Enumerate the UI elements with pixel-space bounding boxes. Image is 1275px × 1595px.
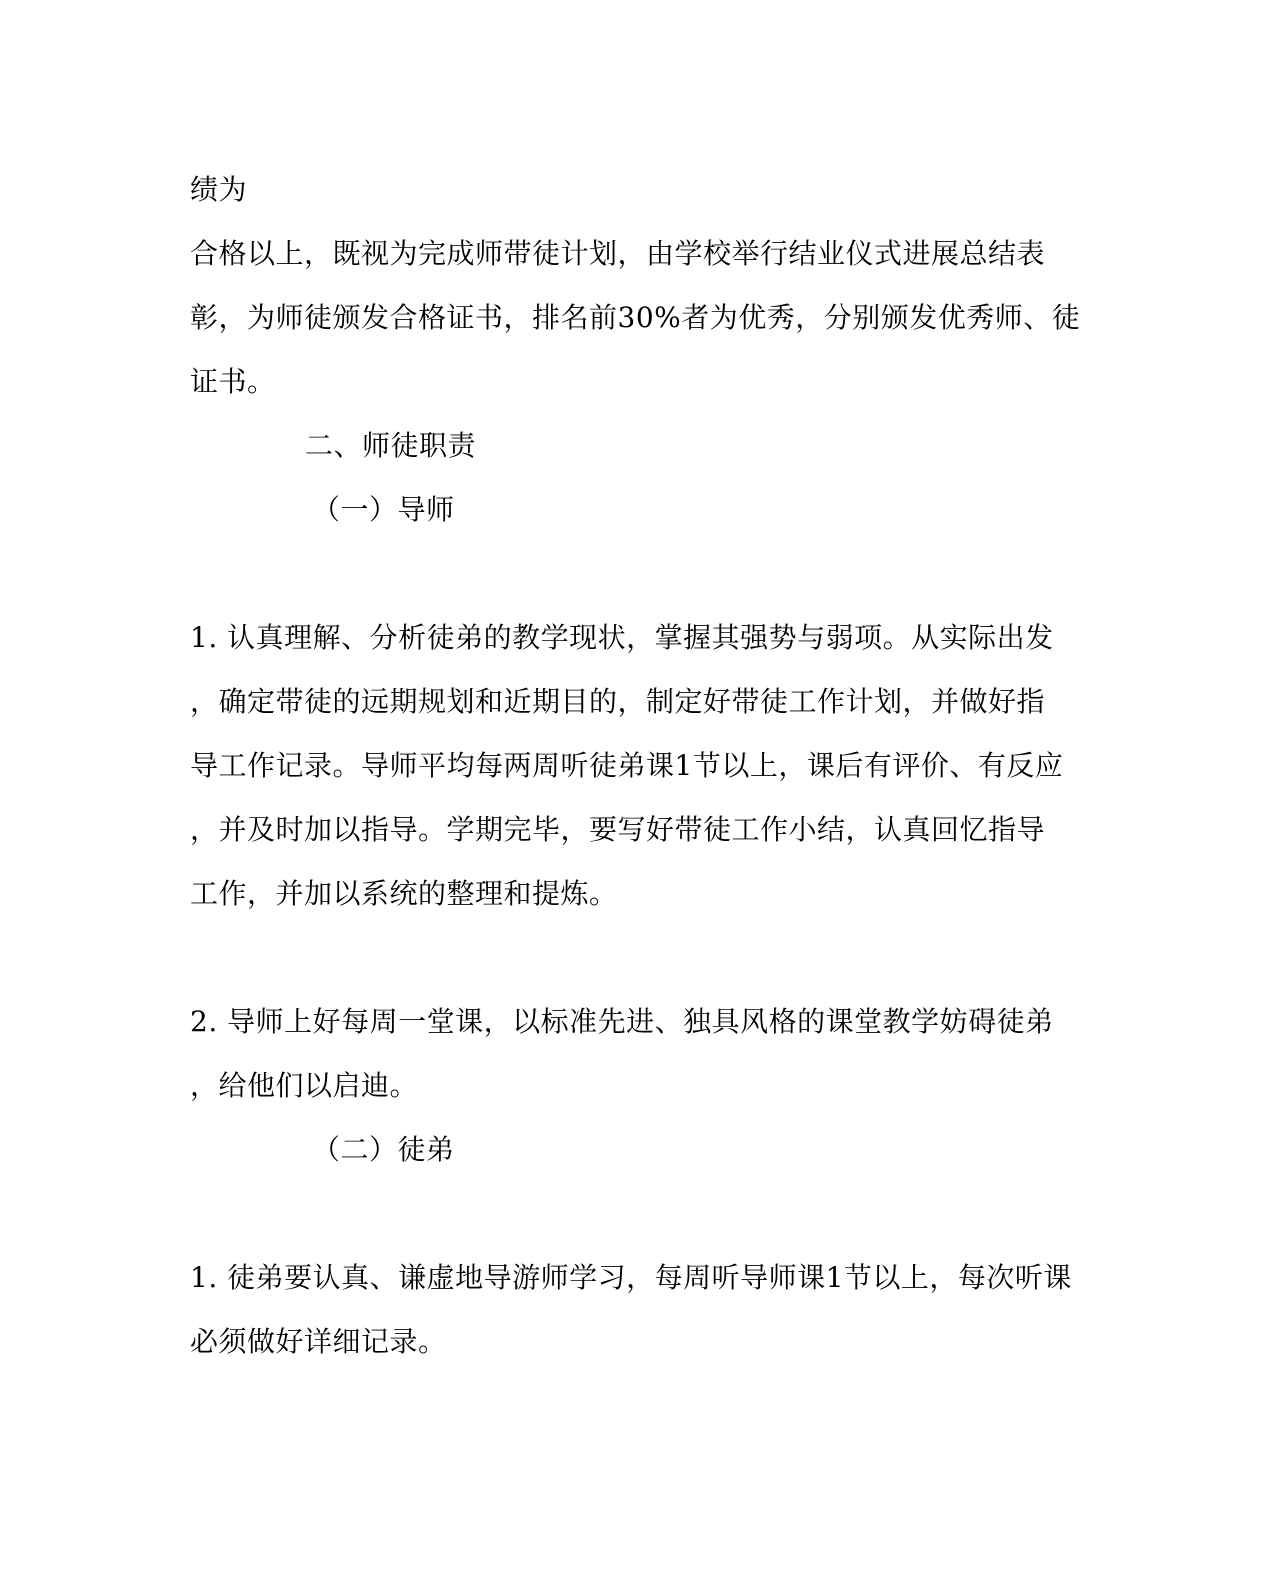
text-line: 证书。	[190, 365, 276, 398]
text-line: 1. 徒弟要认真、谦虚地导游师学习，每周听导师课1节以上，每次听课	[190, 1261, 1072, 1294]
text-line: ，给他们以启迪。	[190, 1069, 419, 1102]
text-line: 绩为	[190, 173, 248, 206]
text-line: 导工作记录。导师平均每两周听徒弟课1节以上，课后有评价、有反应	[190, 749, 1064, 782]
text-line: 彰，为师徒颁发合格证书，排名前30%者为优秀，分别颁发优秀师、徒	[190, 301, 1081, 334]
text-line: 1. 认真理解、分析徒弟的教学现状，掌握其强势与弱项。从实际出发	[190, 621, 1054, 654]
text-line: ，确定带徒的远期规划和近期目的，制定好带徒工作计划，并做好指	[190, 685, 1046, 718]
text-line: ，并及时加以指导。学期完毕，要写好带徒工作小结，认真回忆指导	[190, 813, 1046, 846]
section-heading: 二、师徒职责	[305, 429, 477, 462]
subsection-heading: （一）导师	[312, 493, 455, 526]
text-line: 2. 导师上好每周一堂课，以标准先进、独具风格的课堂教学妨碍徒弟	[190, 1005, 1054, 1038]
subsection-heading: （二）徒弟	[312, 1133, 455, 1166]
text-line: 工作，并加以系统的整理和提炼。	[190, 877, 618, 910]
text-line: 合格以上，既视为完成师带徒计划，由学校举行结业仪式进展总结表	[190, 237, 1046, 270]
text-line: 必须做好详细记录。	[190, 1325, 447, 1358]
